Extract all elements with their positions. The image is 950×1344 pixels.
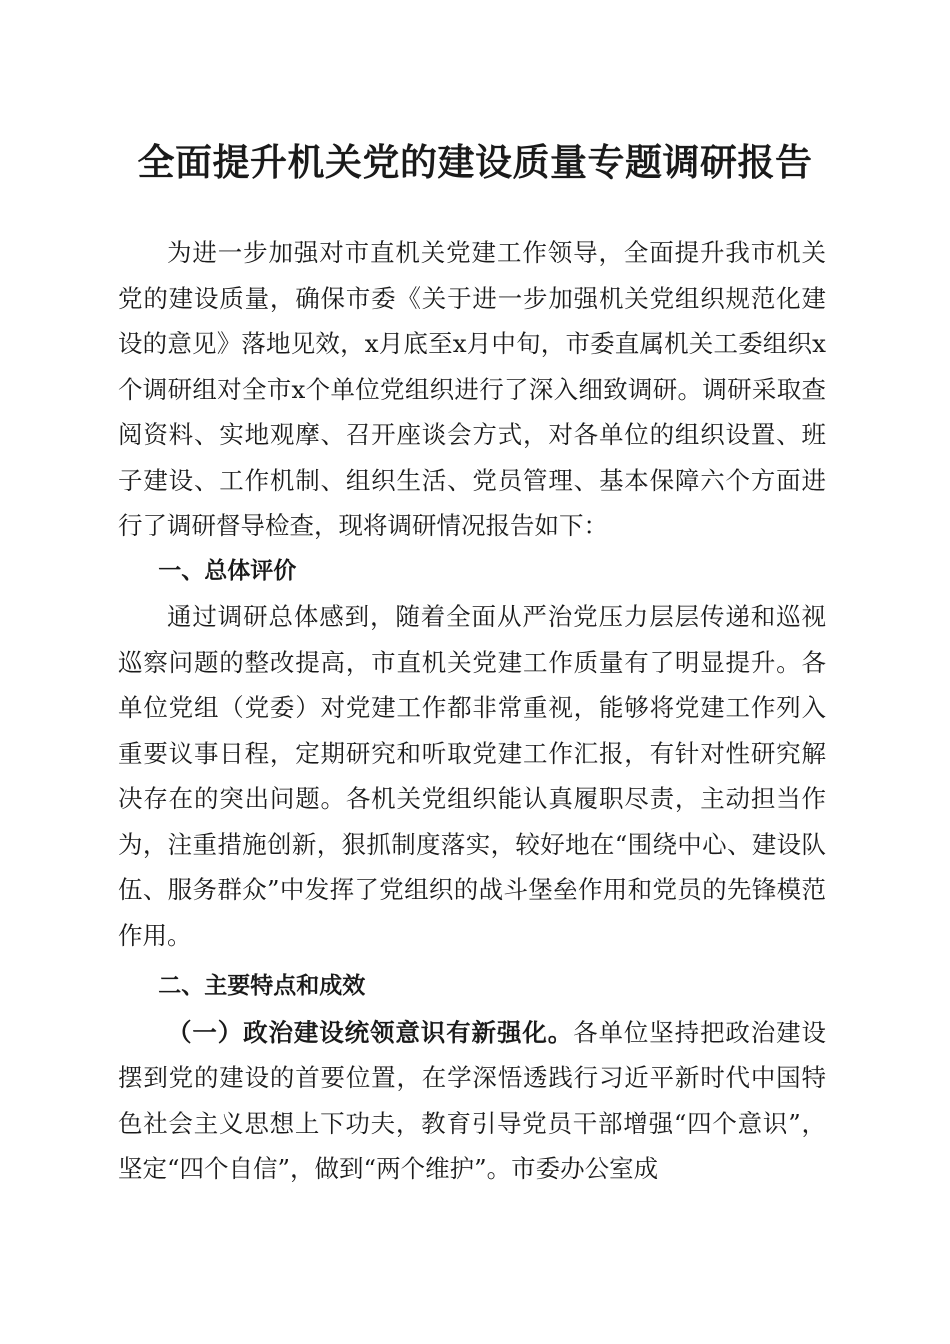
document-title: 全面提升机关党的建设质量专题调研报告 bbox=[137, 140, 813, 184]
section-heading-overall-evaluation: 一、总体评价 bbox=[158, 557, 297, 584]
political-building-paragraph bbox=[118, 1010, 826, 1192]
overall-evaluation-paragraph: 通过调研总体感到，随着全面从严治党压力层层传递和巡视巡察问题的整改提高，市直机关党建工作质量有了明显提升。各单位党组（党委）对党建工作都非常重视，能够将党建工作列入重要议事日程，定期研究和听取党建工作汇报，有针对性研究解决存在的突出问题。各机关党组织能认真履职尽责，主动担当作为，注重措施创新，狠抓制度落实，较好地在“围绕中心、建设队伍、服务群众”中发挥了党组织的战斗堡垒作用和党员的先锋模范作用。 bbox=[118, 602, 826, 950]
sub-heading-political-building: （一）政治建设统领意识有新强化。 bbox=[167, 1017, 574, 1047]
political-building-body: 各单位坚持把政治建设摆到党的建设的首要位置，在学深悟透践行习近平新时代中国特色社会主义思想上下功夫，教育引导党员干部增强“四个意识”，坚定“四个自信”，做到“两个维护”。市委办公室成 bbox=[118, 1017, 826, 1183]
section-heading-features-achievements: 二、主要特点和成效 bbox=[158, 973, 366, 999]
intro-paragraph: 为进一步加强对市直机关党建工作领导，全面提升我市机关党的建设质量，确保市委《关于进一步加强机关党组织规范化建设的意见》落地见效，x月底至x月中旬，市委直属机关工委组织x个调研组对全市x个单位党组织进行了深入细致调研。调研采取查阅资料、实地观摩、召开座谈会方式，对各单位的组织设置、班子建设、工作机制、组织生活、党员管理、基本保障六个方面进行了调研督导检查，现将调研情况报告如下： bbox=[118, 238, 826, 540]
document-body bbox=[118, 230, 826, 1192]
